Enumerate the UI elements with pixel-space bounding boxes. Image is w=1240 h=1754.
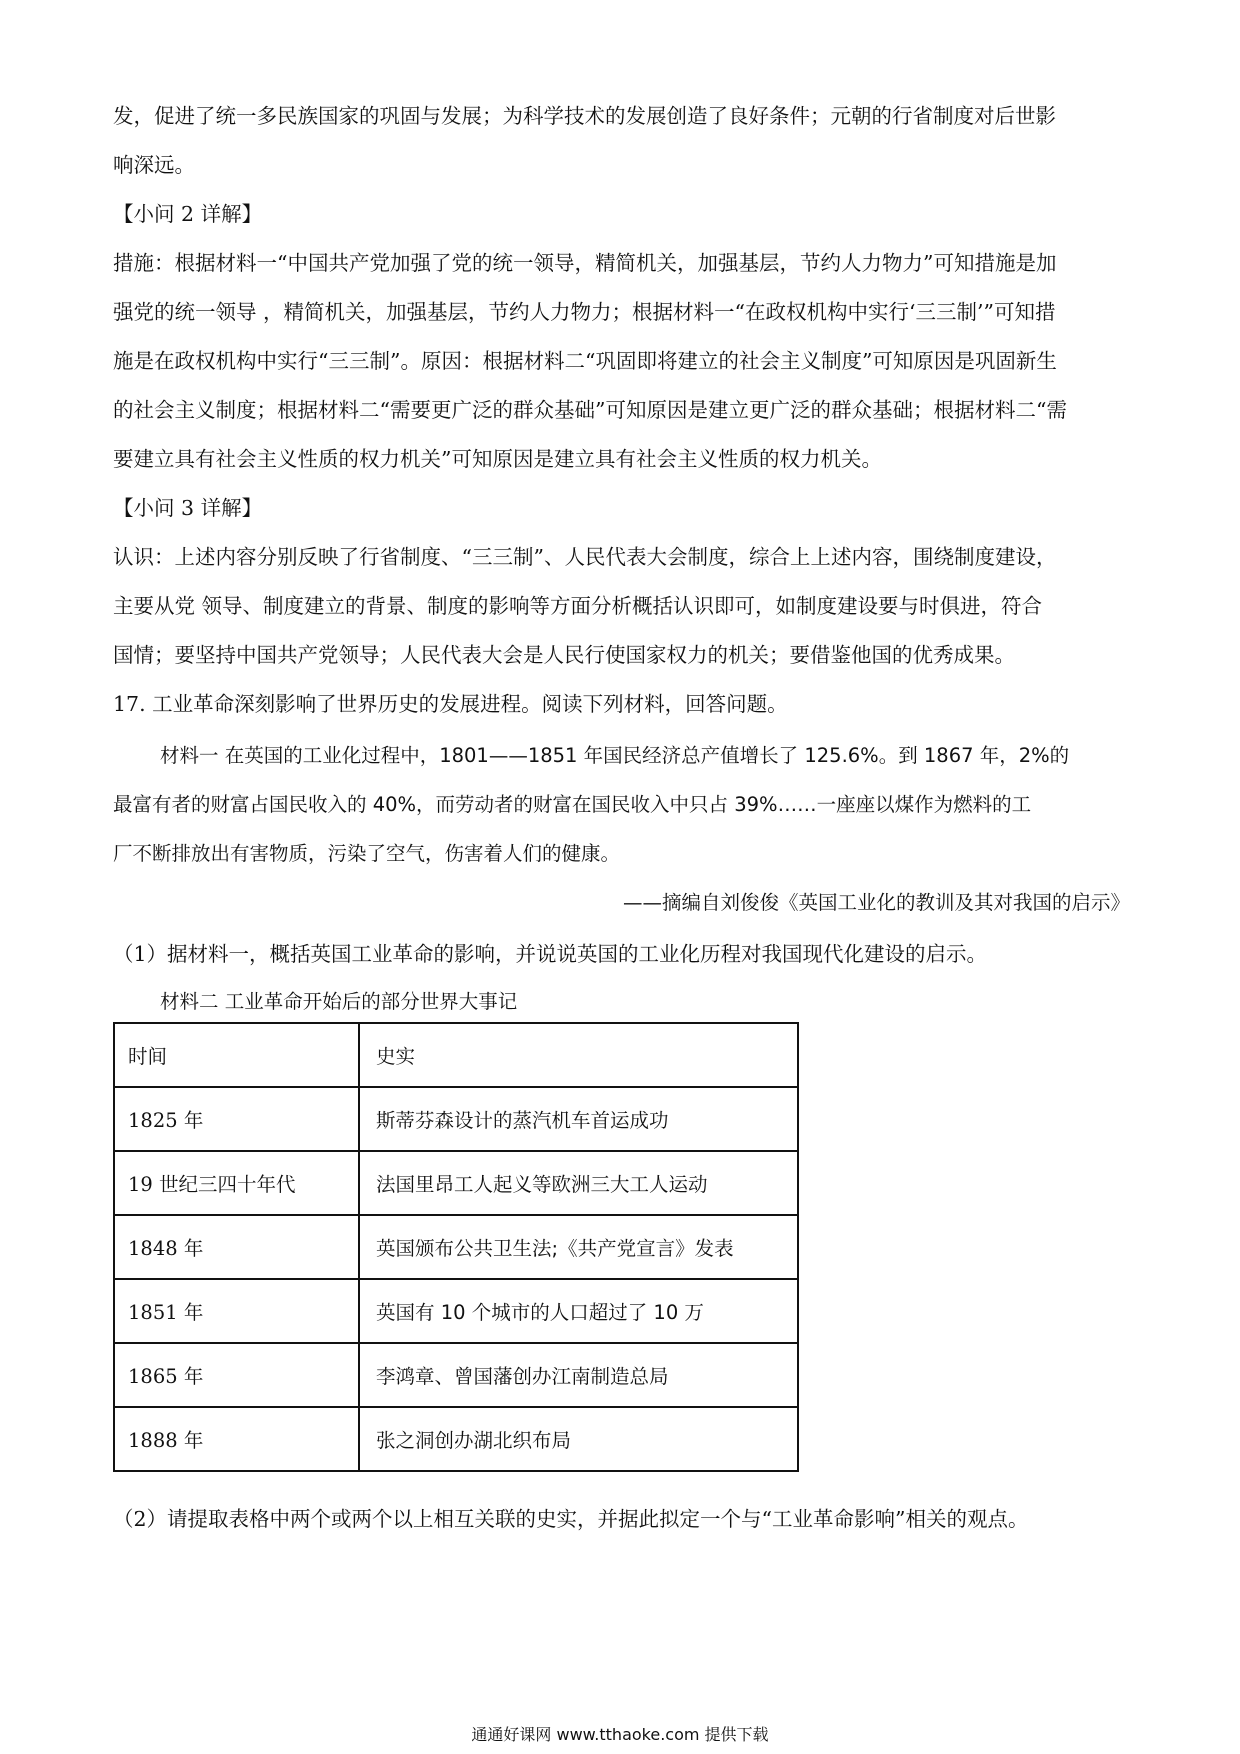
answer-line: 的社会主义制度；根据材料二“需要更广泛的群众基础”可知原因是建立更广泛的群众基础；根据材料二“需: [113, 398, 1067, 422]
material-one-line: 厂不断排放出有害物质，污染了空气，伤害着人们的健康。: [113, 842, 621, 865]
answer-line: 认识：上述内容分别反映了行省制度、“三三制”、人民代表大会制度，综合上上述内容，围绕制度建设，: [113, 545, 1057, 569]
material-source: ——摘编自刘俊俊《英国工业化的教训及其对我国的启示》: [622, 891, 1130, 914]
answer-line: 主要从党 领导、制度建立的背景、制度的影响等方面分析概括认识即可，如制度建设要与时俱进，符合: [113, 594, 1043, 618]
subquestion-heading: 【小问 3 详解】: [113, 496, 263, 520]
time-cell: 19 世纪三四十年代: [114, 1151, 359, 1215]
table-row: [114, 1151, 798, 1215]
material-two-title: 材料二 工业革命开始后的部分世界大事记: [160, 990, 518, 1013]
fact-cell: 斯蒂芬森设计的蒸汽机车首运成功: [359, 1087, 798, 1151]
answer-line: 措施：根据材料一“中国共产党加强了党的统一领导，精简机关，加强基层，节约人力物力”可知措施是加: [113, 251, 1057, 275]
answer-line: 施是在政权机构中实行“三三制”。原因：根据材料二“巩固即将建立的社会主义制度”可知原因是巩固新生: [113, 349, 1057, 373]
answer-line: 要建立具有社会主义性质的权力机关”可知原因是建立具有社会主义性质的权力机关。: [113, 447, 882, 471]
time-cell: 1851 年: [114, 1279, 359, 1343]
answer-line: 强党的统一领导 ，精简机关，加强基层，节约人力物力；根据材料一“在政权机构中实行‘三三制’”可知措: [113, 300, 1056, 324]
fact-cell: 英国有 10 个城市的人口超过了 10 万: [359, 1279, 798, 1343]
answer-line: 发，促进了统一多民族国家的巩固与发展；为科学技术的发展创造了良好条件；元朝的行省制度对后世影: [113, 104, 1056, 128]
fact-cell: 张之洞创办湖北织布局: [359, 1407, 798, 1471]
table-row: [114, 1407, 798, 1471]
time-cell: 1888 年: [114, 1407, 359, 1471]
page-footer: 通通好课网 www.tthaoke.com 提供下载: [471, 1725, 769, 1744]
question-2: （2）请提取表格中两个或两个以上相互关联的史实，并据此拟定一个与“工业革命影响”相关的观点。: [113, 1507, 1029, 1531]
question-1: （1）据材料一，概括英国工业革命的影响，并说说英国的工业化历程对我国现代化建设的启示。: [113, 942, 988, 966]
table-row: [114, 1343, 798, 1407]
answer-line: 响深远。: [113, 153, 195, 177]
subquestion-heading: 【小问 2 详解】: [113, 202, 263, 226]
table-row: [114, 1087, 798, 1151]
answer-line: 国情；要坚持中国共产党领导；人民代表大会是人民行使国家权力的机关；要借鉴他国的优秀成果。: [113, 643, 1015, 667]
fact-cell: 李鸿章、曾国藩创办江南制造总局: [359, 1343, 798, 1407]
time-cell: 1848 年: [114, 1215, 359, 1279]
header-time: 时间: [114, 1023, 359, 1087]
fact-cell: 英国颁布公共卫生法;《共产党宣言》发表: [359, 1215, 798, 1279]
material-one-line: 材料一 在英国的工业化过程中，1801——1851 年国民经济总产值增长了 125.6%。到 1867 年，2%的: [160, 744, 1070, 767]
table-header-row: [114, 1023, 798, 1087]
question-17-stem: 17. 工业革命深刻影响了世界历史的发展进程。阅读下列材料，回答问题。: [113, 692, 788, 716]
time-cell: 1825 年: [114, 1087, 359, 1151]
table-row: [114, 1279, 798, 1343]
header-facts: 史实: [359, 1023, 798, 1087]
events-table: [113, 1022, 799, 1472]
material-one-line: 最富有者的财富占国民收入的 40%，而劳动者的财富在国民收入中只占 39%……一座座以煤作为燃料的工: [113, 793, 1032, 816]
fact-cell: 法国里昂工人起义等欧洲三大工人运动: [359, 1151, 798, 1215]
time-cell: 1865 年: [114, 1343, 359, 1407]
table-row: [114, 1215, 798, 1279]
